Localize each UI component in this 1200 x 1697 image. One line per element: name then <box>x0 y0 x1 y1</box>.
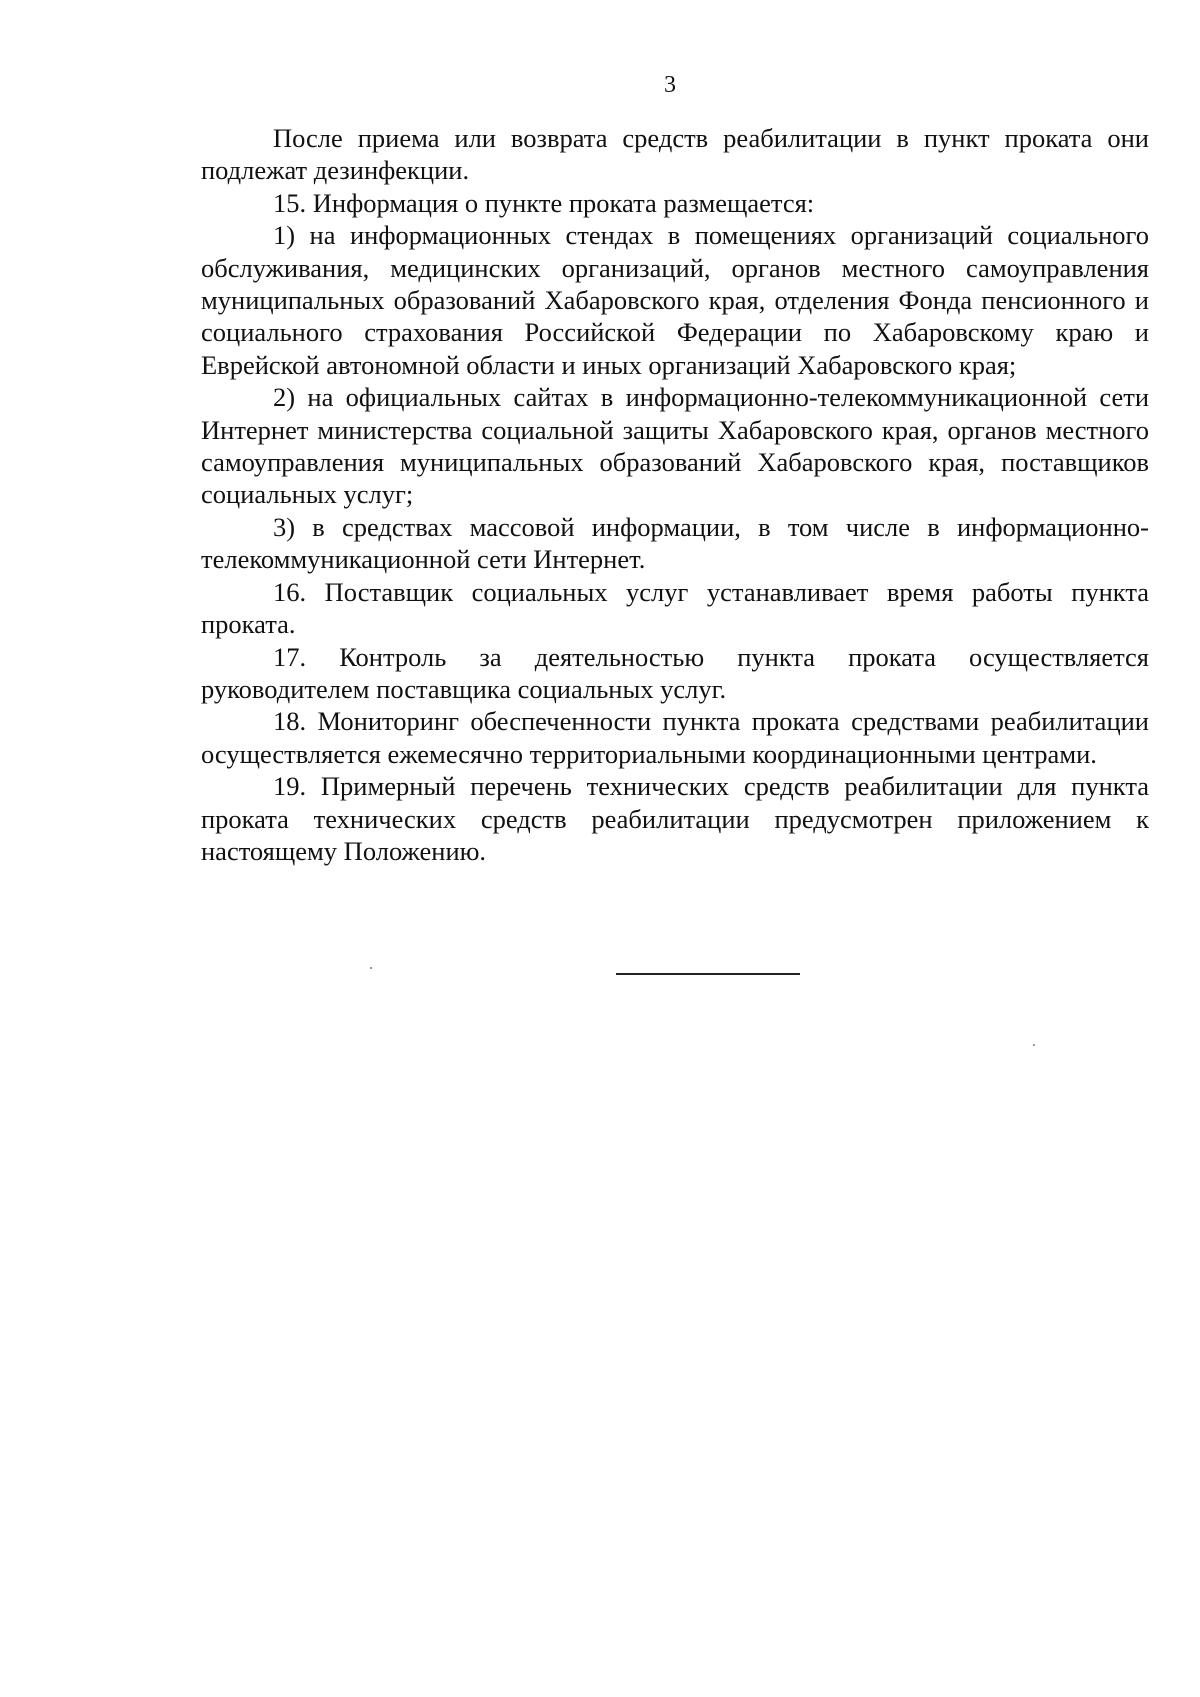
document-body <box>201 122 1149 867</box>
paragraph-15-item-1: 1) на информационных стендах в помещениях организаций социального обслуживания, медицинских организаций, органов местного самоуправления муниципальных образований Хабаровского края, отделения Фонда пенсионного и социального страхования Российской Федерации по Хабаровскому краю и Еврейской автономной области и иных организаций Хабаровского края; <box>201 220 1149 380</box>
paragraph-15-item-3: 3) в средствах массовой информации, в том числе в информационно-телекоммуникационной сети Интернет. <box>201 511 1149 575</box>
paragraph-16: 16. Поставщик социальных услуг устанавливает время работы пункта проката. <box>201 576 1149 640</box>
scan-speck <box>1033 1044 1035 1046</box>
scan-speck <box>370 967 372 969</box>
paragraph-disinfection: После приема или возврата средств реабилитации в пункт проката они подлежат дезинфекции. <box>201 123 1149 186</box>
paragraph-15: 15. Информация о пункте проката размещается: <box>273 187 815 218</box>
paragraph-19: 19. Примерный перечень технических средств реабилитации для пункта проката технических средств реабилитации предусмотрен приложением к настоящему Положению. <box>201 771 1149 866</box>
page-number: 3 <box>664 72 676 98</box>
paragraph-17: 17. Контроль за деятельностью пункта проката осуществляется руководителем поставщика социальных услуг. <box>201 641 1149 704</box>
end-of-text-rule <box>616 973 800 975</box>
paragraph-18: 18. Мониторинг обеспеченности пункта проката средствами реабилитации осуществляется ежемесячно территориальными координационными центрами. <box>201 706 1149 769</box>
paragraph-15-item-2: 2) на официальных сайтах в информационно-телекоммуникационной сети Интернет министерства социальной защиты Хабаровского края, органов местного самоуправления муниципальных образований Хабаровского края, поставщиков социальных услуг; <box>201 382 1149 510</box>
